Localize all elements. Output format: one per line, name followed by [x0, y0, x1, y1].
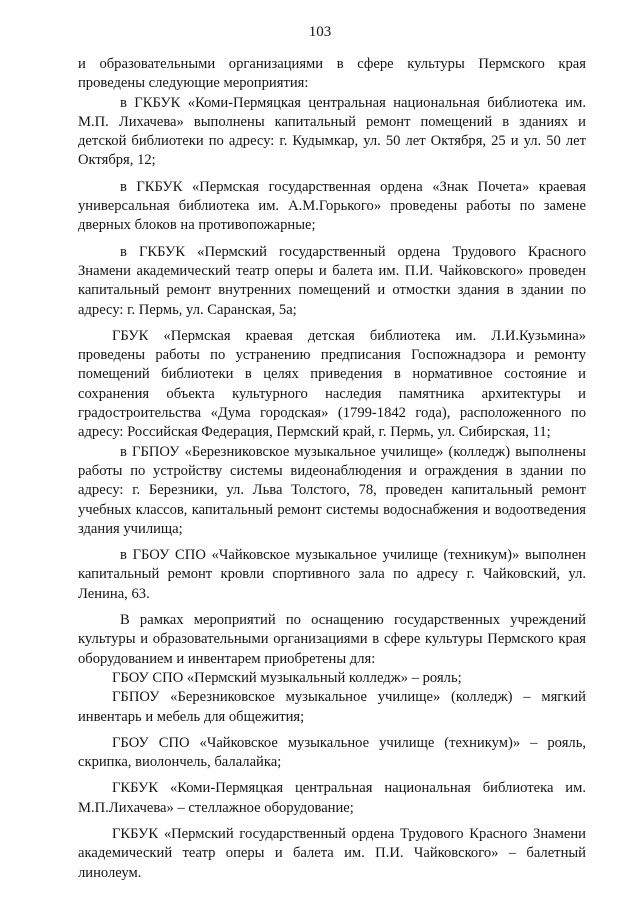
document-body: [78, 55, 586, 883]
paragraph-childrens-library: ГБУК «Пермская краевая детская библиотека им. Л.И.Кузьмина» проведены работы по устранению предписания Госпожнадзора и ремонту помещений библиотеки в целях приведения в нормативное состояние и сохранения объекта культурного наследия памятника архитектуры и градостроительства «Дума городская» (1799-1842 года), расположенного по адресу: Российская Федерация, Пермский край, г. Пермь, ул. Сибирская, 11;: [78, 327, 586, 441]
paragraph-komi-library-repair: в ГКБУК «Коми-Пермяцкая центральная национальная библиотека им. М.П. Лихачева» выполнены капитальный ремонт помещений в зданиях и детской библиотеки по адресу: г. Кудымкар, ул. 50 лет Октября, 25 и ул. 50 лет Октября, 12;: [78, 94, 586, 169]
paragraph-komi-shelving: ГКБУК «Коми-Пермяцкая центральная национальная библиотека им. М.П.Лихачева» – стеллажное оборудование;: [78, 780, 586, 816]
paragraph-intro: и образовательными организациями в сфере культуры Пермского края проведены следующие мероприятия:: [78, 56, 586, 92]
paragraph-tchaikovsky-instruments: ГБОУ СПО «Чайковское музыкальное училище (техникум)» – рояль, скрипка, виолончель, балалайка;: [78, 734, 586, 771]
paragraph-berezniki-college-works: в ГБПОУ «Березниковское музыкальное училище» (колледж) выполнены работы по устройству системы видеонаблюдения и ограждения в здании по адресу: г. Березники, ул. Льва Толстого, 78, проведен капитальный ремонт учебных классов, капитальный ремонт системы водоснабжения и водоотведения здания училища;: [78, 443, 586, 537]
paragraph-tchaikovsky-college-roof: в ГБОУ СПО «Чайковское музыкальное училище (техникум)» выполнен капитальный ремонт кровли спортивного зала по адресу г. Чайковский, ул. Ленина, 63.: [78, 547, 586, 602]
paragraph-perm-college-piano: ГБОУ СПО «Пермский музыкальный колледж» – рояль;: [112, 669, 462, 686]
paragraph-opera-theatre-repair: в ГКБУК «Пермский государственный ордена Трудового Красного Знамени академический театр оперы и балета им. П.И. Чайковского» проведен капитальный ремонт внутренних помещений и отмостки здания в здании по адресу: г. Пермь, ул. Саранская, 5а;: [78, 243, 586, 318]
paragraph-opera-linoleum: ГКБУК «Пермский государственный ордена Трудового Красного Знамени академический театр оперы и балета им. П.И. Чайковского» – балетный линолеум.: [78, 825, 586, 881]
page-number: 103: [308, 24, 332, 40]
paragraph-gorky-library-doors: в ГКБУК «Пермская государственная ордена «Знак Почета» краевая универсальная библиотека им. А.М.Горького» проведены работы по замене дверных блоков на противопожарные;: [78, 178, 586, 234]
paragraph-equipment-intro: В рамках мероприятий по оснащению государственных учреждений культуры и образовательными организациями в сфере культуры Пермского края оборудованием и инвентарем приобретены для:: [78, 612, 586, 667]
paragraph-berezniki-furniture: ГБПОУ «Березниковское музыкальное училище» (колледж) – мягкий инвентарь и мебель для общежития;: [78, 689, 586, 725]
